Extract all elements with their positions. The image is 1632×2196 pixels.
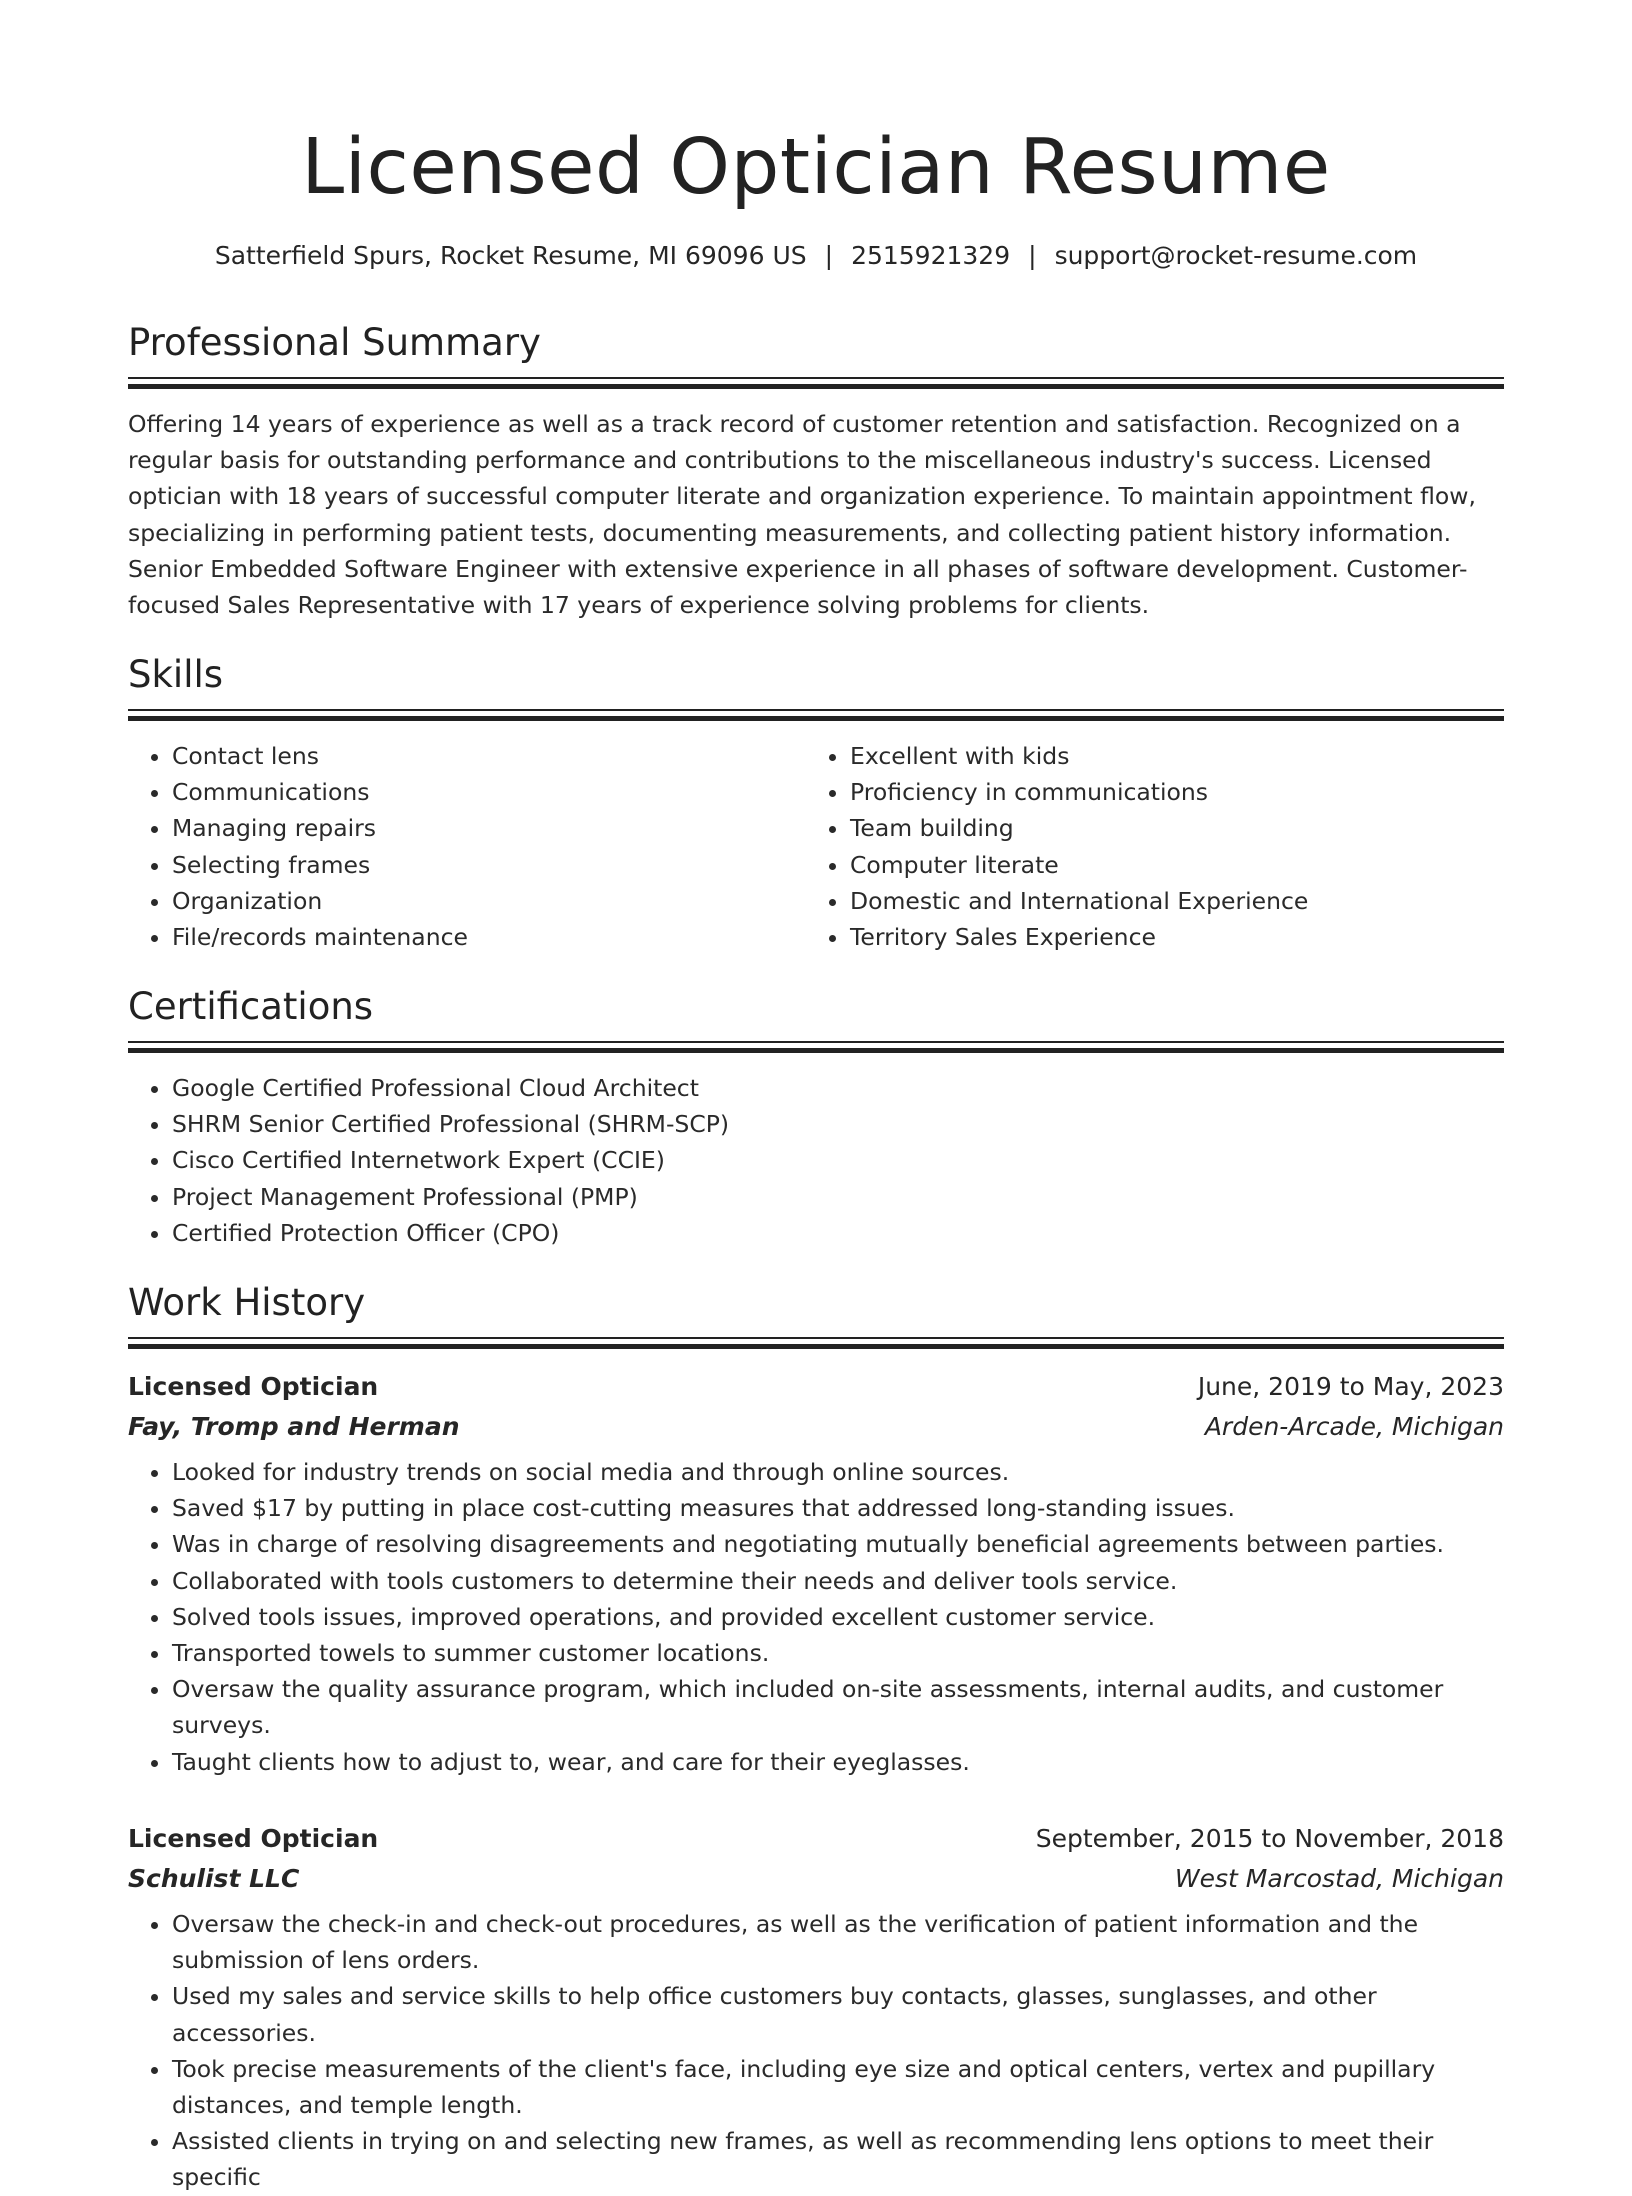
skills-list bbox=[128, 738, 1504, 955]
job-company: Fay, Tromp and Herman bbox=[128, 1411, 460, 1441]
section-divider-thin bbox=[128, 377, 1504, 379]
work-section-header bbox=[128, 1278, 1504, 1349]
job-location: West Marcostad, Michigan bbox=[1174, 1863, 1504, 1893]
job-bullet: • Assisted clients in trying on and selecting new frames, as well as recommending lens options to meet their specific bbox=[172, 2123, 1504, 2195]
resume-title: Licensed Optician Resume bbox=[301, 123, 1331, 212]
skills-column-right bbox=[806, 738, 1484, 955]
skill-item: • Communications bbox=[172, 774, 806, 810]
job-bullet: • Looked for industry trends on social media and through online sources. bbox=[172, 1454, 1504, 1490]
certifications-heading: Certifications bbox=[128, 985, 374, 1028]
job-title: Licensed Optician bbox=[128, 1371, 379, 1401]
job-bullet: • Oversaw the quality assurance program, which included on-site assessments, internal audits, and customer surveys. bbox=[172, 1671, 1504, 1743]
job-bullet: • Taught clients how to adjust to, wear, and care for their eyeglasses. bbox=[172, 1744, 1504, 1780]
contact-separator: | bbox=[824, 241, 834, 270]
job-location: Arden-Arcade, Michigan bbox=[1204, 1411, 1504, 1441]
job-bullets bbox=[128, 1454, 1504, 1780]
job-bullets bbox=[128, 1906, 1504, 2196]
job-entry bbox=[128, 1818, 1504, 2196]
job-bullet: • Transported towels to summer customer locations. bbox=[172, 1635, 1504, 1671]
skill-item: • Managing repairs bbox=[172, 810, 806, 846]
contact-line bbox=[128, 238, 1504, 274]
skill-item: • Computer literate bbox=[850, 847, 1484, 883]
skills-heading: Skills bbox=[128, 653, 224, 696]
section-divider-thick bbox=[128, 1344, 1504, 1349]
skill-item: • Territory Sales Experience bbox=[850, 919, 1484, 955]
certification-item: • Google Certified Professional Cloud Architect bbox=[172, 1070, 1504, 1106]
section-divider-thick bbox=[128, 1048, 1504, 1053]
skill-item: • Domestic and International Experience bbox=[850, 883, 1484, 919]
job-title: Licensed Optician bbox=[128, 1823, 379, 1853]
skill-item: • Selecting frames bbox=[172, 847, 806, 883]
skill-item: • Organization bbox=[172, 883, 806, 919]
job-bullet: • Oversaw the check-in and check-out procedures, as well as the verification of patient information and the submission of lens orders. bbox=[172, 1906, 1504, 1978]
job-subheader bbox=[128, 1858, 1504, 1898]
job-dates: September, 2015 to November, 2018 bbox=[1035, 1823, 1504, 1853]
skills-section-header bbox=[128, 650, 1504, 721]
summary-heading: Professional Summary bbox=[128, 321, 541, 364]
job-bullet: • Solved tools issues, improved operations, and provided excellent customer service. bbox=[172, 1599, 1504, 1635]
certification-item: • Certified Protection Officer (CPO) bbox=[172, 1215, 1504, 1251]
skill-item: • File/records maintenance bbox=[172, 919, 806, 955]
section-divider-thin bbox=[128, 709, 1504, 711]
section-divider-thin bbox=[128, 1337, 1504, 1339]
section-divider-thick bbox=[128, 384, 1504, 389]
certifications-section-header bbox=[128, 982, 1504, 1053]
skill-item: • Contact lens bbox=[172, 738, 806, 774]
contact-separator: | bbox=[1028, 241, 1037, 270]
section-divider-thick bbox=[128, 716, 1504, 721]
job-bullet: • Used my sales and service skills to help office customers buy contacts, glasses, sunglasses, and other accessories. bbox=[172, 1978, 1504, 2050]
job-bullet: • Saved $17 by putting in place cost-cutting measures that addressed long-standing issues. bbox=[172, 1490, 1504, 1526]
summary-section-header bbox=[128, 318, 1504, 389]
skill-item: • Excellent with kids bbox=[850, 738, 1484, 774]
job-company: Schulist LLC bbox=[128, 1863, 300, 1893]
job-bullet: • Was in charge of resolving disagreements and negotiating mutually beneficial agreements between parties. bbox=[172, 1526, 1504, 1562]
contact-address: Satterfield Spurs, Rocket Resume, MI 69096 US bbox=[214, 241, 807, 270]
certification-item: • Cisco Certified Internetwork Expert (CCIE) bbox=[172, 1142, 1504, 1178]
work-heading: Work History bbox=[128, 1281, 366, 1324]
job-entry bbox=[128, 1366, 1504, 1780]
skill-item: • Team building bbox=[850, 810, 1484, 846]
contact-phone: 2515921329 bbox=[851, 241, 1011, 270]
job-bullet: • Collaborated with tools customers to determine their needs and deliver tools service. bbox=[172, 1563, 1504, 1599]
skills-column-left bbox=[128, 738, 806, 955]
section-divider-thin bbox=[128, 1041, 1504, 1043]
job-header bbox=[128, 1818, 1504, 1858]
certification-item: • SHRM Senior Certified Professional (SHRM-SCP) bbox=[172, 1106, 1504, 1142]
certification-item: • Project Management Professional (PMP) bbox=[172, 1179, 1504, 1215]
job-dates: June, 2019 to May, 2023 bbox=[1197, 1371, 1504, 1401]
job-header bbox=[128, 1366, 1504, 1406]
job-bullet: • Took precise measurements of the client's face, including eye size and optical centers, vertex and pupillary distances, and temple length. bbox=[172, 2051, 1504, 2123]
summary-text: Offering 14 years of experience as well as a track record of customer retention and satisfaction. Recognized on a regular basis for outstanding performance and contributions to the miscellaneous industry's success. Licensed optician with 18 years of successful computer literate and organization experience. To maintain appointment flow, specializing in performing patient tests, documenting measurements, and collecting patient history information. Senior Embedded Software Engineer with extensive experience in all phases of software development. Customer-focused Sales Representative with 17 years of experience solving problems for clients. bbox=[128, 410, 1476, 620]
certifications-list bbox=[128, 1070, 1504, 1251]
contact-email: support@rocket-resume.com bbox=[1054, 241, 1418, 270]
skill-item: • Proficiency in communications bbox=[850, 774, 1484, 810]
job-subheader bbox=[128, 1406, 1504, 1446]
